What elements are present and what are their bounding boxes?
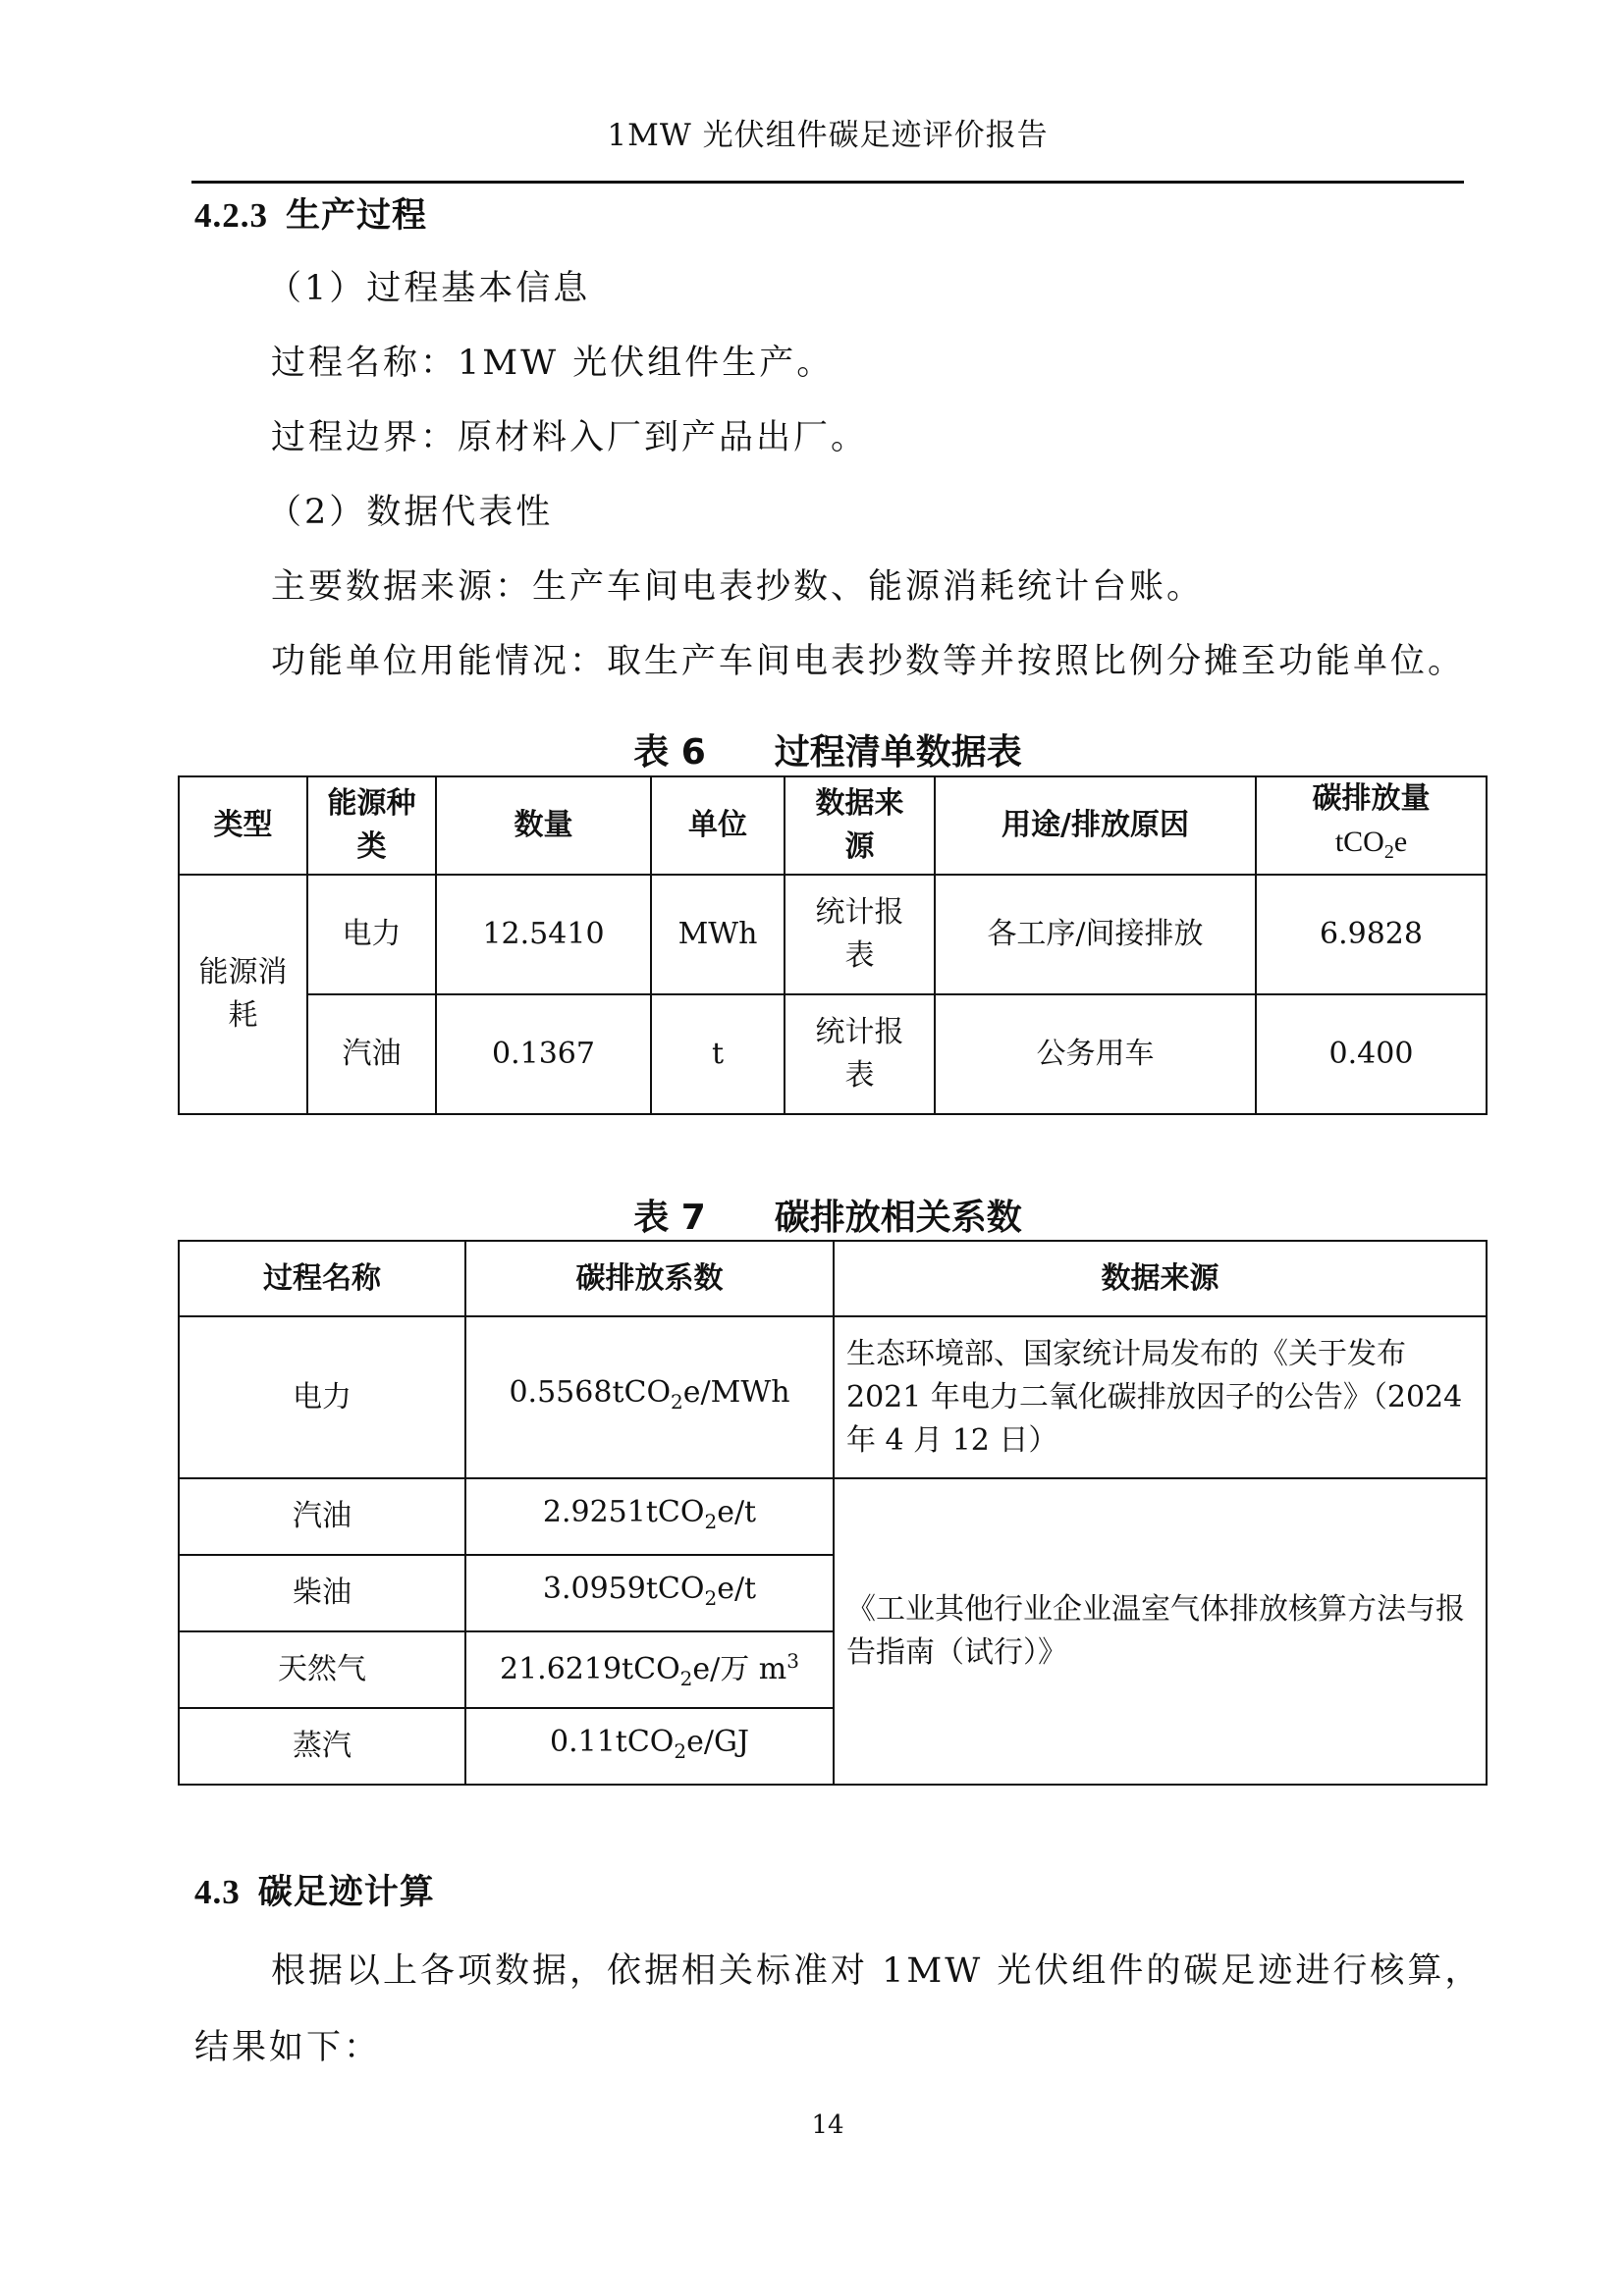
calc-paragraph-line2: 结果如下： <box>194 2028 382 2067</box>
table-row <box>179 1316 1487 1478</box>
process-name: 过程名称：1MW 光伏组件生产。 <box>271 344 835 383</box>
col-energy-kind: 能源种类 <box>307 776 436 875</box>
col-purpose: 用途/排放原因 <box>935 776 1256 875</box>
col-unit: 单位 <box>651 776 785 875</box>
col-emission-factor: 碳排放系数 <box>465 1241 834 1316</box>
table7-title: 碳排放相关系数 <box>774 1198 1022 1238</box>
table6-title: 过程清单数据表 <box>774 732 1022 773</box>
cell-name: 天然气 <box>179 1631 465 1708</box>
table7-number: 表 7 <box>633 1198 706 1238</box>
cell-source: 统计报表 <box>785 994 935 1114</box>
subheading-process-info: （1）过程基本信息 <box>267 269 591 308</box>
functional-unit-usage: 功能单位用能情况：取生产车间电表抄数等并按照比例分摊至功能单位。 <box>271 642 1466 681</box>
process-boundary: 过程边界：原材料入厂到产品出厂。 <box>271 418 869 457</box>
section-number: 4.2.3 <box>194 196 268 235</box>
cell-quantity: 0.1367 <box>436 994 651 1114</box>
table-row <box>179 994 1487 1114</box>
table7-header-row <box>179 1241 1487 1316</box>
section-number: 4.3 <box>194 1873 241 1911</box>
table6-number: 表 6 <box>633 732 706 773</box>
cell-name: 电力 <box>179 1316 465 1478</box>
table-row <box>179 1478 1487 1555</box>
cell-source-electricity: 生态环境部、国家统计局发布的《关于发布2021 年电力二氧化碳排放因子的公告》（2024 年 4 月 12 日） <box>834 1316 1487 1478</box>
table7-emission-factors <box>178 1240 1488 1786</box>
col-data-source: 数据来源 <box>834 1241 1487 1316</box>
calc-paragraph-line1: 根据以上各项数据，依据相关标准对 1MW 光伏组件的碳足迹进行核算， <box>271 1951 1483 1991</box>
running-header: 1MW 光伏组件碳足迹评价报告 <box>607 118 1049 153</box>
header-rule <box>191 181 1464 184</box>
col-type: 类型 <box>179 776 307 875</box>
cell-factor: 2.9251tCO$_2$e/t <box>465 1478 834 1555</box>
cell-source: 统计报表 <box>785 875 935 994</box>
cell-quantity: 12.5410 <box>436 875 651 994</box>
table6-header-row <box>179 776 1487 875</box>
page-number: 14 <box>811 2110 844 2140</box>
cell-source-fuels: 《工业其他行业企业温室气体排放核算方法与报告指南（试行）》 <box>834 1478 1487 1785</box>
cell-emission: 6.9828 <box>1256 875 1487 994</box>
cell-factor: 21.6219tCO$_2$e/万 $m^3$ <box>465 1631 834 1708</box>
cell-factor: 0.11tCO$_2$e/GJ <box>465 1708 834 1785</box>
cell-kind: 电力 <box>307 875 436 994</box>
table7-caption <box>191 1190 1464 1240</box>
table6-caption <box>191 724 1464 774</box>
cell-factor: 0.5568tCO$_2$e/MWh <box>465 1316 834 1478</box>
section-heading-4-2-3 <box>194 188 427 238</box>
table6-process-inventory <box>178 775 1488 1115</box>
cell-unit: t <box>651 994 785 1114</box>
cell-name: 蒸汽 <box>179 1708 465 1785</box>
col-emission: 碳排放量 tCO$_2$e <box>1256 776 1487 875</box>
cell-kind: 汽油 <box>307 994 436 1114</box>
cell-purpose: 各工序/间接排放 <box>935 875 1256 994</box>
subheading-data-representativeness: （2）数据代表性 <box>267 493 554 532</box>
cell-emission: 0.400 <box>1256 994 1487 1114</box>
group-energy-consumption: 能源消耗 <box>179 875 307 1114</box>
col-process-name: 过程名称 <box>179 1241 465 1316</box>
section-heading-4-3 <box>194 1865 435 1914</box>
main-data-source: 主要数据来源：生产车间电表抄数、能源消耗统计台账。 <box>271 567 1205 607</box>
col-data-source: 数据来源 <box>785 776 935 875</box>
cell-unit: MWh <box>651 875 785 994</box>
cell-purpose: 公务用车 <box>935 994 1256 1114</box>
section-title: 碳足迹计算 <box>257 1873 435 1912</box>
cell-name: 汽油 <box>179 1478 465 1555</box>
section-title: 生产过程 <box>286 196 428 236</box>
cell-factor: 3.0959tCO$_2$e/t <box>465 1555 834 1631</box>
cell-name: 柴油 <box>179 1555 465 1631</box>
col-quantity: 数量 <box>436 776 651 875</box>
table-row <box>179 875 1487 994</box>
